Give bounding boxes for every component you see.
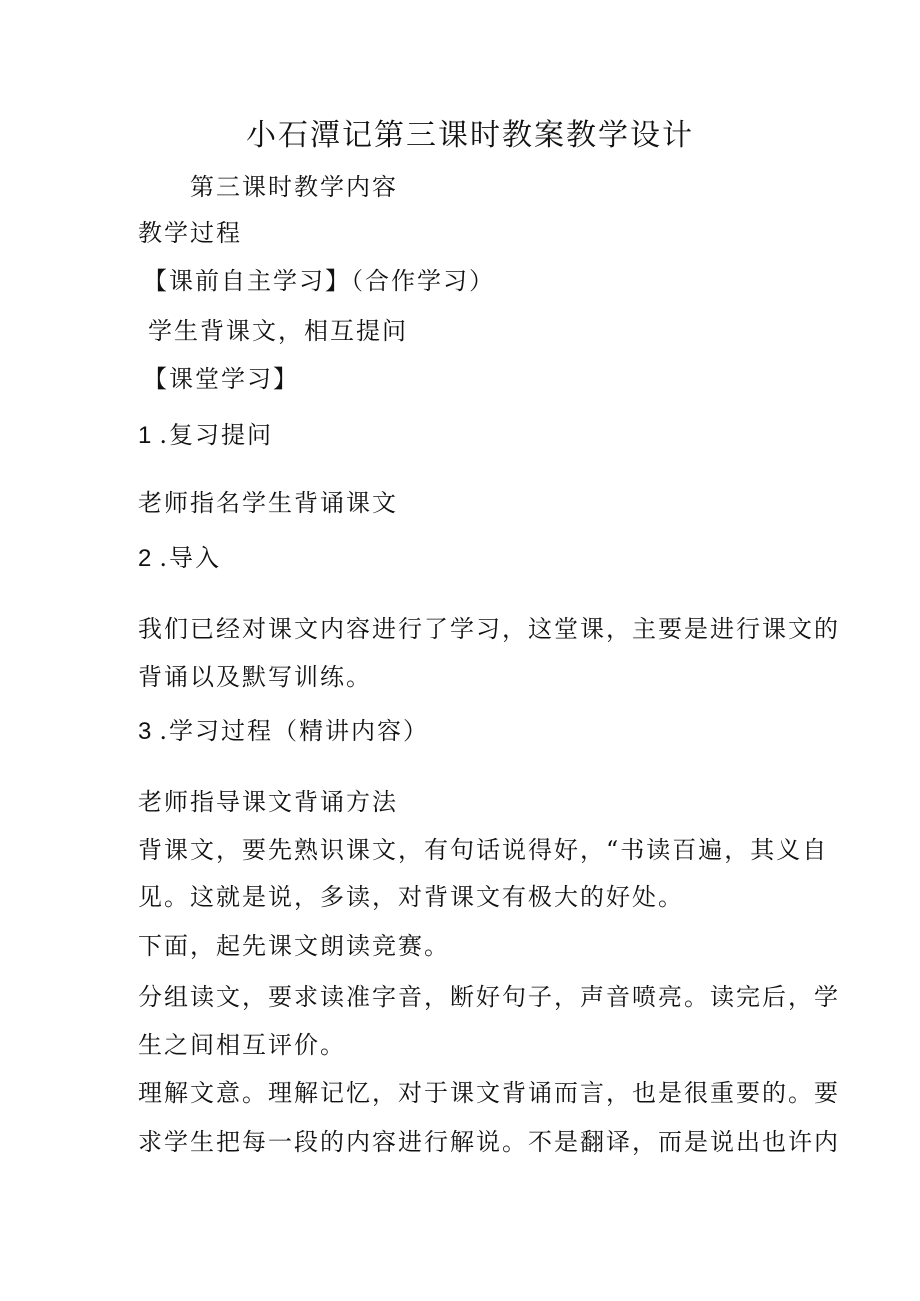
- paragraph-line: 分组读文，要求读准字音，断好句子，声音喷亮。读完后，学: [138, 983, 840, 1011]
- step-3-heading: [138, 716, 429, 747]
- step-3-label: .学习过程（精讲内容）: [159, 717, 429, 745]
- step-2-label: .导入: [159, 544, 221, 572]
- section-subtitle: 第三课时教学内容: [190, 173, 398, 201]
- paragraph-line: 下面，起先课文朗读竞赛。: [138, 932, 450, 960]
- paragraph-line: 老师指导课文背诵方法: [138, 788, 398, 816]
- step-1-number: 1: [138, 422, 154, 449]
- step-1-text: 老师指名学生背诵课文: [138, 489, 398, 517]
- step-2-text-line: 背诵以及默写训练。: [138, 663, 372, 691]
- pre-class-task: 学生背课文，相互提问: [148, 317, 408, 345]
- step-3-number: 3: [138, 718, 154, 745]
- paragraph-line: 生之间相互评价。: [138, 1031, 346, 1059]
- step-1-heading: [138, 420, 273, 451]
- step-1-label: .复习提问: [159, 421, 273, 449]
- process-heading: 教学过程: [138, 219, 242, 247]
- paragraph-line: 背课文，要先熟识课文，有句话说得好，“书读百遍，其义自: [138, 836, 829, 864]
- step-2-number: 2: [138, 545, 154, 572]
- step-2-heading: [138, 543, 221, 574]
- in-class-heading: 【课堂学习】: [143, 365, 299, 393]
- document-title: 小石潭记第三课时教案教学设计: [246, 118, 694, 153]
- paragraph-line: 求学生把每一段的内容进行解说。不是翻译，而是说出也许内: [138, 1128, 840, 1156]
- step-2-text-line: 我们已经对课文内容进行了学习，这堂课，主要是进行课文的: [138, 615, 840, 643]
- paragraph-line: 见。这就是说，多读，对背课文有极大的好处。: [138, 883, 684, 911]
- paragraph-line: 理解文意。理解记忆，对于课文背诵而言，也是很重要的。要: [138, 1079, 840, 1107]
- pre-class-heading: 【课前自主学习】（合作学习）: [143, 267, 495, 295]
